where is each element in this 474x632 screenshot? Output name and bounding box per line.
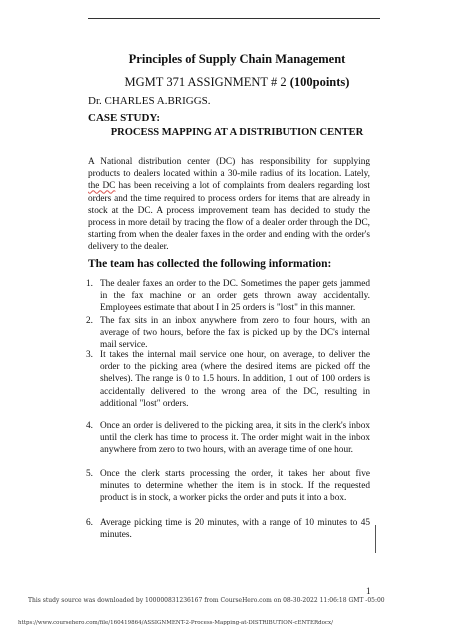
list-item-text: It takes the internal mail service one hour, on average, to deliver the order to the picking area (where the desired items are picked off the shelves). The range is 0 to 1.5 hours. In addition, 1 out of 100 orders is accidentally delivered to the wrong area of the DC, resulting in additional "lost" orders. [100, 350, 370, 409]
list-item [86, 420, 370, 457]
case-study-title: PROCESS MAPPING AT A DISTRIBUTION CENTER [110, 127, 364, 138]
list-item-number: 2. [86, 316, 93, 326]
list-item-number: 4. [86, 421, 93, 431]
source-url[interactable]: https://www.coursehero.com/file/160419864/ASSIGNMENT-2-Process-Mapping-at-DISTRIBUTION-cENTERdocx/ [18, 620, 333, 626]
list-item-text: Once an order is delivered to the picking area, it sits in the clerk's inbox until the clerk has time to process it. The order might wait in the inbox anywhere from zero to two hours, with an average time of one hour. [100, 421, 370, 456]
intro-underlined-text: the DC [88, 181, 116, 192]
document-subtitle [0, 75, 474, 90]
info-heading: The team has collected the following information: [88, 258, 332, 270]
list-item-text: The dealer faxes an order to the DC. Sometimes the paper gets jammed in the fax machine or an order gets thrown away accidentally. Employees estimate that about I in 25 orders is "lost" in this manner. [100, 279, 370, 314]
assignment-points: (100points) [289, 75, 350, 89]
course-assignment: MGMT 371 ASSIGNMENT # 2 [124, 75, 287, 89]
author-name: Dr. CHARLES A.BRIGGS. [88, 95, 211, 107]
list-item-number: 5. [86, 469, 93, 479]
list-item-text: Average picking time is 20 minutes, with a range of 10 minutes to 45 minutes. [100, 518, 370, 541]
list-item-number: 1. [86, 279, 93, 289]
list-item [86, 517, 370, 541]
list-item-text: The fax sits in an inbox anywhere from zero to four hours, with an average of two hours, before the fax is picked up by the DC's internal mail service. [100, 316, 370, 351]
download-source-note: This study source was downloaded by 100000831236167 from CourseHero.com on 08-30-2022 11:06:18 GMT -05:00 [28, 597, 385, 604]
document-title: Principles of Supply Chain Management [128, 52, 346, 66]
intro-text-start: A National distribution center (DC) has responsibility for supplying products to dealers located within a 30-mile radius of its location. Lately, [88, 157, 370, 180]
list-item-number: 3. [86, 350, 93, 360]
list-item [86, 278, 370, 315]
margin-mark [375, 525, 376, 553]
top-rule [88, 18, 380, 19]
intro-paragraph [88, 156, 370, 254]
list-item-number: 6. [86, 518, 93, 528]
case-study-label: CASE STUDY: [88, 112, 161, 124]
list-item-text: Once the clerk starts processing the order, it takes her about five minutes to determine whether the item is in stock. If the requested product is in stock, a worker picks the order and puts it into a box. [100, 469, 370, 504]
page-number: 1 [366, 586, 371, 596]
intro-text-end: has been receiving a lot of complaints from dealers regarding lost orders and the time required to process orders for items that are already in stock at the DC. A process improvement team has decided to study the process in more detail by tracing the flow of a dealer order through the DC, starting from when the dealer faxes in the order and ending with the order's delivery to the dealer. [88, 181, 370, 253]
list-item [86, 315, 370, 352]
list-item [86, 349, 370, 410]
list-item [86, 468, 370, 505]
